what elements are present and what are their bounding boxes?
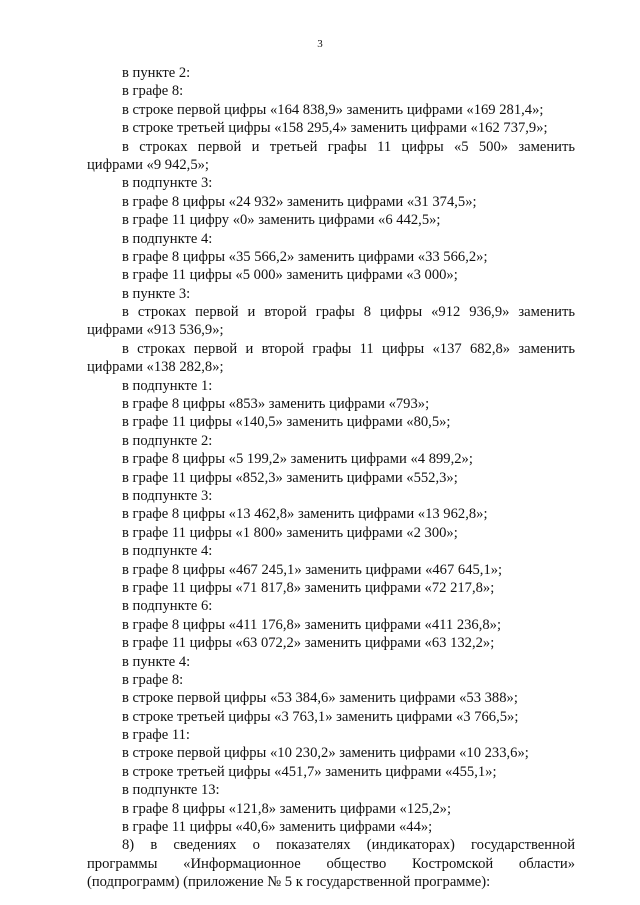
text-line: в пункте 3:	[122, 285, 191, 302]
text-line: в строке первой цифры «53 384,6» заменить цифрами «53 388»;	[122, 690, 518, 707]
text-line: в графе 11 цифры «5 000» заменить цифрами «3 000»;	[122, 267, 458, 284]
text-line: в графе 11:	[122, 727, 190, 744]
text-line: в графе 8 цифры «24 932» заменить цифрами «31 374,5»;	[122, 193, 477, 210]
text-line: цифрами «913 536,9»;	[87, 322, 224, 339]
text-line: в графе 8 цифры «467 245,1» заменить цифрами «467 645,1»;	[122, 561, 503, 578]
text-line: в подпункте 2:	[122, 432, 213, 449]
text-line: в графе 8 цифры «13 462,8» заменить цифрами «13 962,8»;	[122, 506, 488, 523]
text-line: в графе 8 цифры «853» заменить цифрами «793»;	[122, 396, 430, 413]
text-line: в графе 11 цифры «40,6» заменить цифрами «44»;	[122, 819, 433, 836]
text-line: в подпункте 3:	[122, 487, 213, 504]
text-line: в подпункте 4:	[122, 230, 213, 247]
text-line: в графе 8 цифры «121,8» заменить цифрами «125,2»;	[122, 800, 452, 817]
text-line: в строках первой и третьей графы 11 цифры «5 500» заменить	[122, 138, 575, 155]
text-line: в подпункте 13:	[122, 782, 220, 799]
text-line: в пункте 4:	[122, 653, 191, 670]
text-line: в графе 11 цифры «71 817,8» заменить цифрами «72 217,8»;	[122, 579, 495, 596]
text-line: 8) в сведениях о показателях (индикаторах) государственной	[122, 837, 575, 854]
text-line: в графе 8 цифры «35 566,2» заменить цифрами «33 566,2»;	[122, 248, 488, 265]
text-line: в подпункте 3:	[122, 175, 213, 192]
text-line: в подпункте 1:	[122, 377, 213, 394]
text-line: в графе 11 цифры «852,3» заменить цифрами «552,3»;	[122, 469, 458, 486]
text-line: в пункте 2:	[122, 65, 191, 81]
document-body	[87, 64, 575, 892]
text-line: в строках первой и второй графы 11 цифры «137 682,8» заменить	[122, 340, 575, 357]
text-line: в строке третьей цифры «158 295,4» заменить цифрами «162 737,9»;	[122, 120, 548, 137]
text-line: в графе 11 цифры «63 072,2» заменить цифрами «63 132,2»;	[122, 635, 495, 652]
text-line: в графе 8 цифры «411 176,8» заменить цифрами «411 236,8»;	[122, 616, 502, 633]
page-number: 3	[317, 38, 323, 50]
text-line: в подпункте 6:	[122, 598, 213, 615]
text-line: в строке третьей цифры «451,7» заменить цифрами «455,1»;	[122, 763, 497, 780]
text-line: в строке первой цифры «10 230,2» заменить цифрами «10 233,6»;	[122, 745, 529, 762]
text-line: в строке третьей цифры «3 763,1» заменить цифрами «3 766,5»;	[122, 708, 519, 725]
text-line: (подпрограмм) (приложение № 5 к государственной программе):	[87, 874, 491, 891]
text-line: цифрами «138 282,8»;	[87, 359, 224, 376]
text-line: цифрами «9 942,5»;	[87, 156, 209, 173]
text-line: в графе 11 цифру «0» заменить цифрами «6 442,5»;	[122, 212, 441, 229]
text-line: в графе 8:	[122, 671, 184, 688]
text-line: в графе 8:	[122, 83, 184, 100]
text-line: программы «Информационное общество Костромской области»	[87, 855, 575, 872]
text-line: в строках первой и второй графы 8 цифры «912 936,9» заменить	[122, 304, 575, 321]
text-line: в графе 11 цифры «140,5» заменить цифрами «80,5»;	[122, 414, 451, 431]
text-line: в графе 8 цифры «5 199,2» заменить цифрами «4 899,2»;	[122, 451, 473, 468]
text-line: в графе 11 цифры «1 800» заменить цифрами «2 300»;	[122, 524, 458, 541]
text-line: в подпункте 4:	[122, 543, 213, 560]
text-line: в строке первой цифры «164 838,9» заменить цифрами «169 281,4»;	[122, 101, 544, 118]
